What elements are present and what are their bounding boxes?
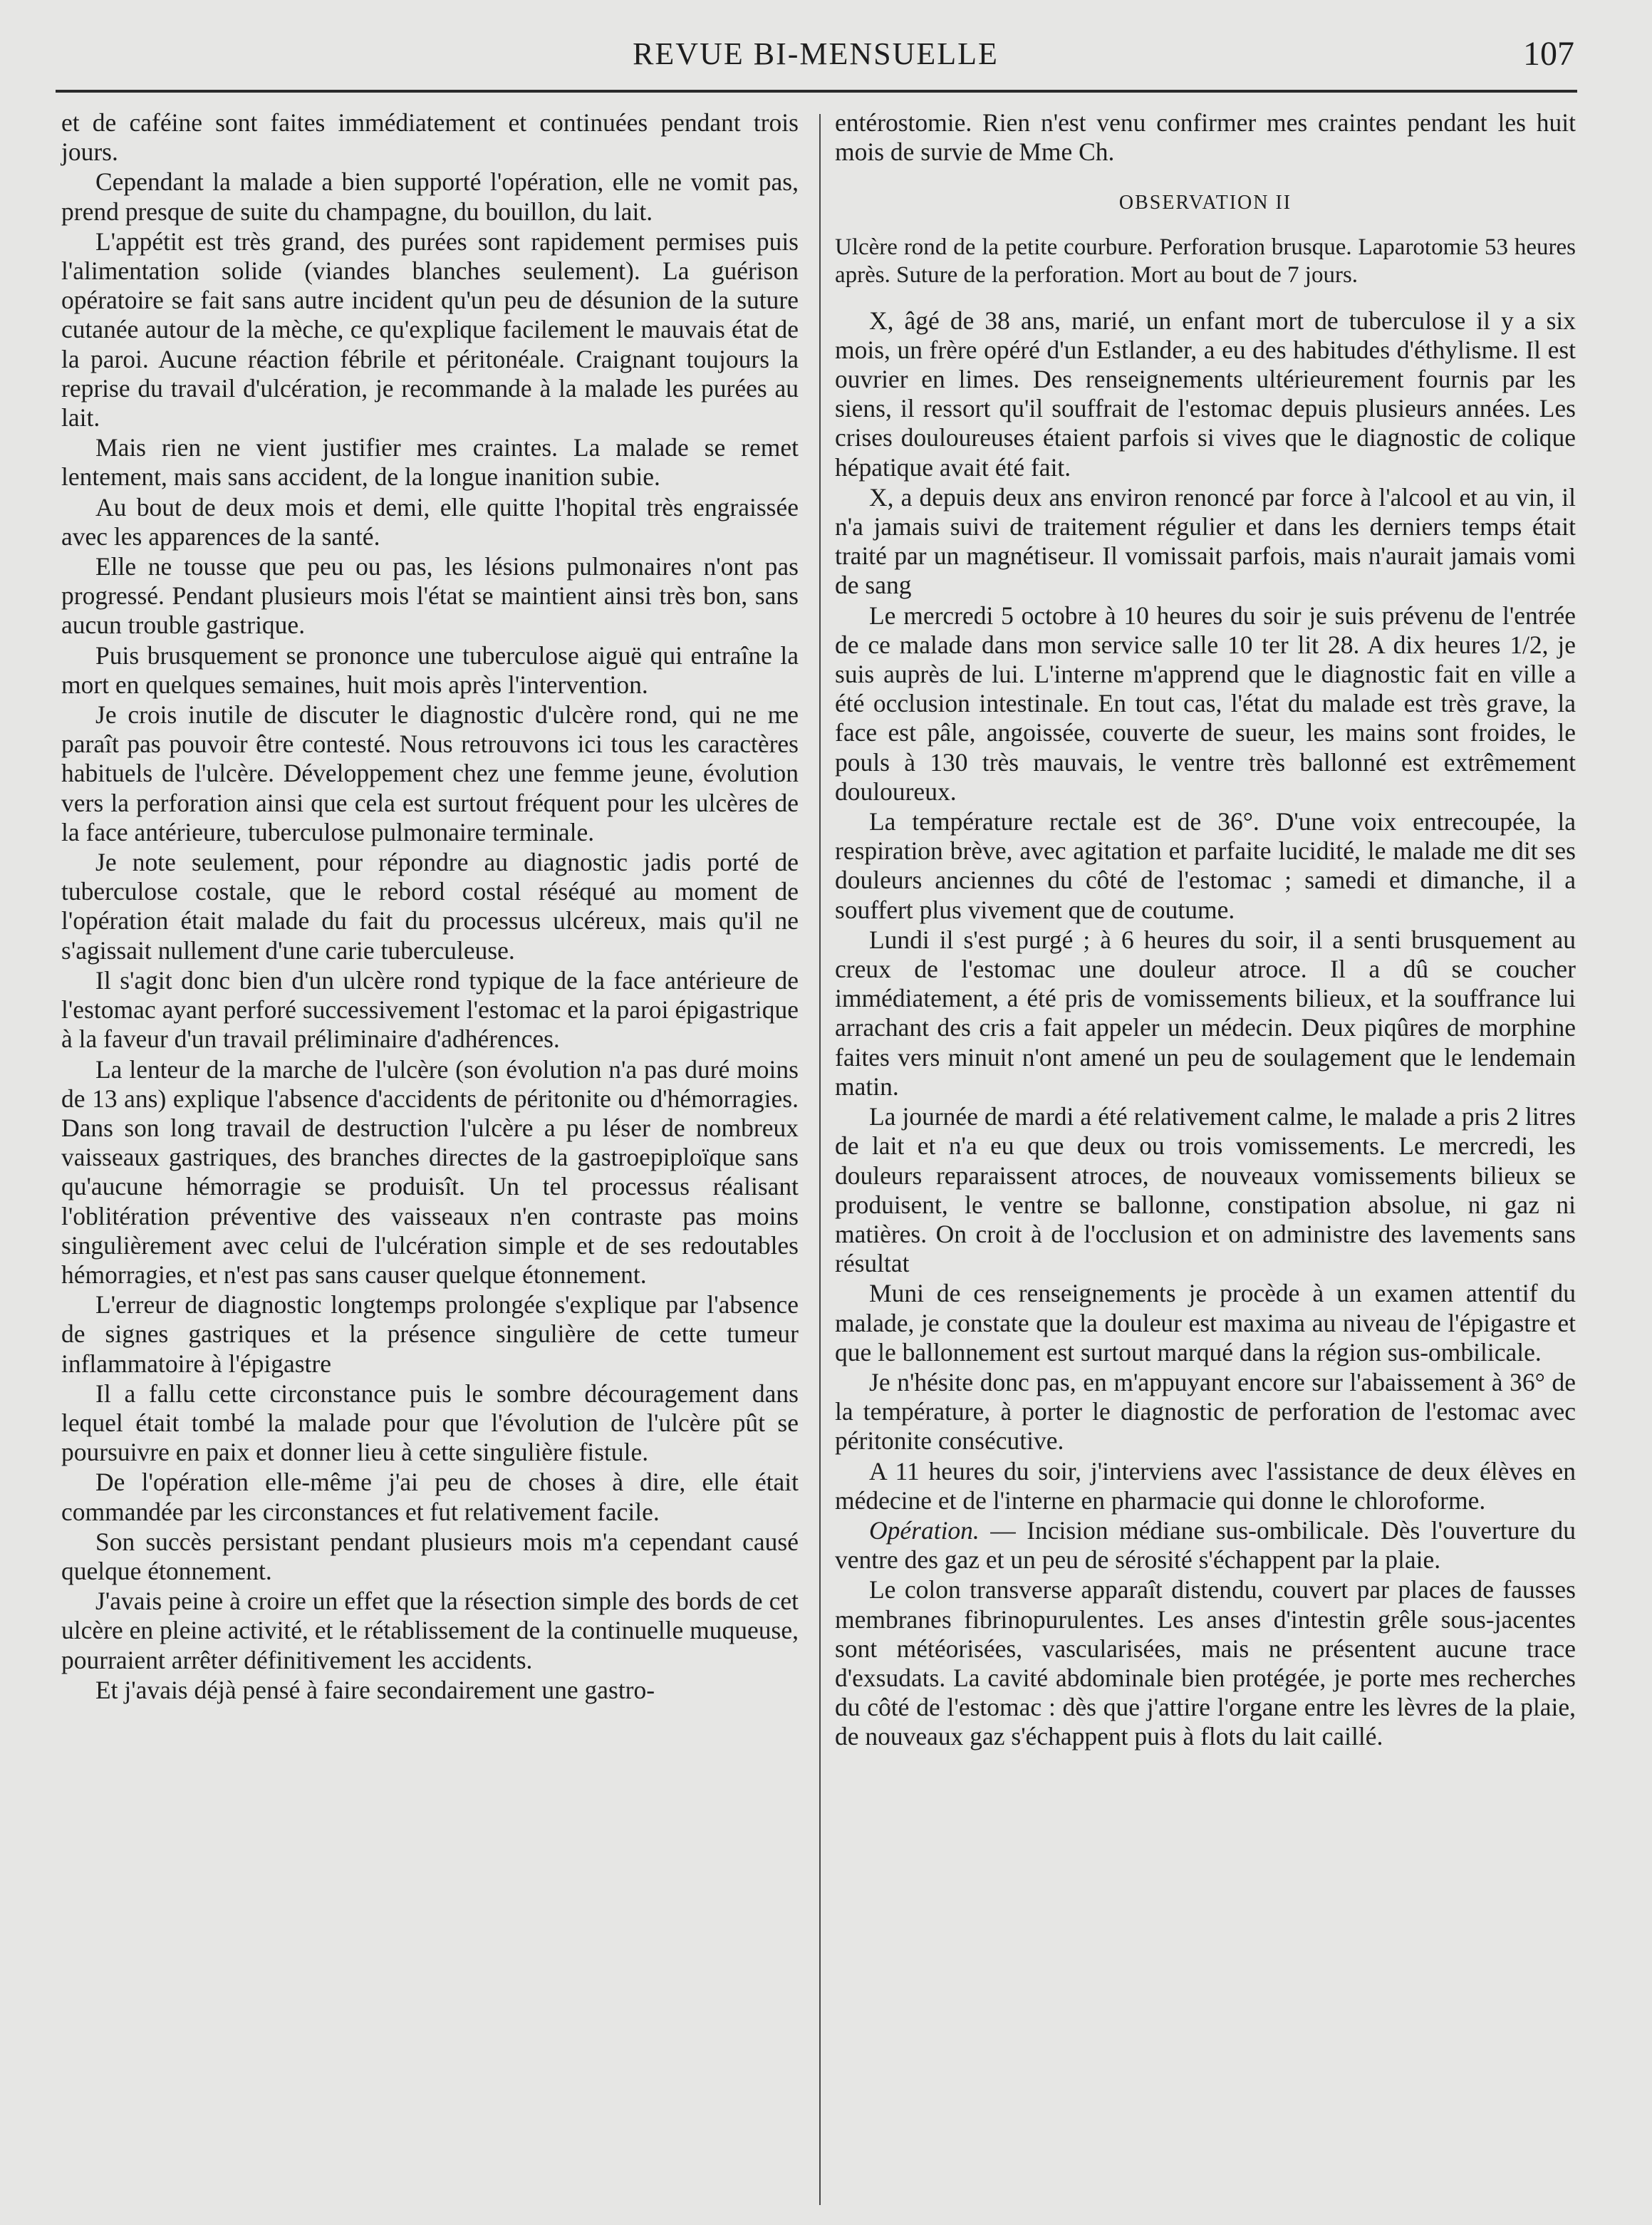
paragraph: Et j'avais déjà pensé à faire secondairement une gastro- — [95, 1675, 655, 1704]
column-divider — [819, 114, 821, 2205]
operation-label: Opération. — [869, 1515, 980, 1545]
paragraph: De l'opération elle-même j'ai peu de choses à dire, elle était commandée par les circonstances et fut relativement facile. — [61, 1468, 799, 1526]
paragraph: Muni de ces renseignements je procède à un examen attentif du malade, je constate que la douleur est maxima au niveau de l'épigastre et que le ballonnement est surtout marqué dans la région sus-ombilicale. — [835, 1279, 1576, 1366]
paragraph: L'erreur de diagnostic longtemps prolongée s'explique par l'absence de signes gastriques et la présence singulière de cette tumeur inflammatoire à l'épigastre — [61, 1290, 799, 1378]
paragraph: Il a fallu cette circonstance puis le sombre découragement dans lequel était tombé la malade pour que l'évolution de l'ulcère pût se poursuivre en paix et donner lieu à cette singulière fistule. — [61, 1379, 799, 1467]
paragraph: Je note seulement, pour répondre au diagnostic jadis porté de tuberculose costale, que le rebord costal réséqué au moment de l'opération était malade du fait du processus ulcéreux, mais qu'il ne s'agissait nullement d'une carie tuberculeuse. — [61, 848, 799, 965]
header-rule — [56, 90, 1577, 93]
paragraph: Le colon transverse apparaît distendu, couvert par places de fausses membranes fibrinopurulentes. Les anses d'intestin grêle sous-jacentes sont météorisées, vascularisées, mais ne présentent aucune trace d'exsudats. La cavité abdominale bien protégée, je porte mes recherches du côté de l'estomac : dès que j'attire l'organe entre les lèvres de la plaie, de nouveaux gaz s'échappent puis à flots du lait caillé. — [835, 1575, 1576, 1751]
paragraph: entérostomie. Rien n'est venu confirmer mes craintes pendant les huit mois de survie de Mme Ch. — [835, 108, 1576, 167]
observation-title: OBSERVATION II — [1118, 192, 1292, 214]
operation-text: — Incision médiane sus-ombilicale. Dès l'ouverture du ventre des gaz et un peu de sérosité s'échappent par la plaie. — [835, 1515, 1576, 1575]
paragraph: Son succès persistant pendant plusieurs mois m'a cependant causé quelque étonnement. — [61, 1527, 799, 1585]
paragraph: Mais rien ne vient justifier mes craintes. La malade se remet lentement, mais sans accident, de la longue inanition subie. — [61, 433, 799, 492]
paragraph: A 11 heures du soir, j'interviens avec l'assistance de deux élèves en médecine et de l'interne en pharmacie qui donne le chloroforme. — [835, 1456, 1576, 1515]
paragraph: Je crois inutile de discuter le diagnostic d'ulcère rond, qui ne me paraît pas pouvoir être contesté. Nous retrouvons ici tous les caractères habituels de l'ulcère. Développement chez une femme jeune, évolution vers la perforation ainsi que cela est surtout fréquent pour les ulcères de la face antérieure, tuberculose pulmonaire terminale. — [61, 700, 799, 846]
paragraph: Puis brusquement se prononce une tuberculose aiguë qui entraîne la mort en quelques semaines, huit mois après l'intervention. — [61, 640, 799, 699]
paragraph: J'avais peine à croire un effet que la résection simple des bords de cet ulcère en pleine activité, et le rétablissement de la continuelle muqueuse, pourraient arrêter définitivement les accidents. — [61, 1587, 799, 1674]
operation-paragraph — [835, 1516, 1576, 1575]
paragraph: X, âgé de 38 ans, marié, un enfant mort de tuberculose il y a six mois, un frère opéré d'un Estlander, a eu des habitudes d'éthylisme. Il est ouvrier en limes. Des renseignements ultérieurement fournis par les siens, il ressort qu'il souffrait de l'estomac depuis plusieurs années. Les crises douloureuses étaient parfois si vives que le diagnostic de colique hépatique avait été fait. — [835, 306, 1576, 482]
right-column — [835, 108, 1576, 1753]
paragraph: Au bout de deux mois et demi, elle quitte l'hopital très engraissée avec les apparences de la santé. — [61, 492, 799, 551]
paragraph: La température rectale est de 36°. D'une voix entrecoupée, la respiration brève, avec agitation et parfaite lucidité, le malade me dit ses douleurs anciennes du côté de l'estomac ; samedi et dimanche, il a souffert plus vivement que de coutume. — [835, 807, 1576, 924]
left-column — [61, 108, 799, 1706]
page-header — [57, 30, 1574, 80]
page-number: 107 — [1523, 35, 1574, 73]
paragraph: La journée de mardi a été relativement calme, le malade a pris 2 litres de lait et n'a eu que deux ou trois vomissements. Le mercredi, les douleurs reparaissent atroces, de nouveaux vomissements bilieux se produisent, le ventre se ballonne, constipation absolue, ni gaz ni matières. On croit à de l'occlusion et on administre des lavements sans résultat — [835, 1102, 1576, 1278]
paragraph: Cependant la malade a bien supporté l'opération, elle ne vomit pas, prend presque de suite du champagne, du bouillon, du lait. — [61, 167, 799, 226]
paragraph: L'appétit est très grand, des purées sont rapidement permises puis l'alimentation solide (viandes blanches seulement). La guérison opératoire se fait sans autre incident qu'un peu de désunion de la suture cutanée autour de la mèche, ce qu'explique facilement le mauvais état de la paroi. Aucune réaction fébrile et péritonéale. Craignant toujours la reprise du travail d'ulcération, je recommande à la malade les purées au lait. — [61, 227, 799, 432]
observation-summary: Ulcère rond de la petite courbure. Perforation brusque. Laparotomie 53 heures après. Suture de la perforation. Mort au bout de 7 jours. — [835, 234, 1576, 288]
paragraph: Elle ne tousse que peu ou pas, les lésions pulmonaires n'ont pas progressé. Pendant plusieurs mois l'état se maintient ainsi très bon, sans aucun trouble gastrique. — [61, 552, 799, 640]
running-title: REVUE BI-MENSUELLE — [633, 36, 999, 71]
paragraph: X, a depuis deux ans environ renoncé par force à l'alcool et au vin, il n'a jamais suivi de traitement régulier et dans les derniers temps était traité par un magnétiseur. Il vomissait parfois, mais n'aurait jamais vomi de sang — [835, 482, 1576, 600]
paragraph: et de caféine sont faites immédiatement et continuées pendant trois jours. — [61, 108, 799, 167]
paragraph: Lundi il s'est purgé ; à 6 heures du soir, il a senti brusquement au creux de l'estomac une douleur atroce. Il a dû se coucher immédiatement, a été pris de vomissements bilieux, et la souffrance lui arrachant des cris a fait appeler un médecin. Deux piqûres de morphine faites vers minuit n'ont amené un peu de soulagement que le lendemain matin. — [835, 925, 1576, 1101]
paragraph: Le mercredi 5 octobre à 10 heures du soir je suis prévenu de l'entrée de ce malade dans mon service salle 10 ter lit 28. A dix heures 1/2, je suis auprès de lui. L'interne m'apprend que le diagnostic fait en ville a été occlusion intestinale. En tout cas, l'état du malade est très grave, la face est pâle, angoissée, couverte de sueur, les mains sont froides, le pouls à 130 très mauvais, le ventre très ballonné est extrêmement douloureux. — [835, 601, 1576, 806]
paragraph: Il s'agit donc bien d'un ulcère rond typique de la face antérieure de l'estomac ayant perforé successivement l'estomac et la paroi épigastrique à la faveur d'un travail préliminaire d'adhérences. — [61, 965, 799, 1054]
paragraph: La lenteur de la marche de l'ulcère (son évolution n'a pas duré moins de 13 ans) explique l'absence d'accidents de péritonite ou d'hémorragies. Dans son long travail de destruction l'ulcère a pu léser de nombreux vaisseaux gastriques, des branches directes de la gastroepiploïque sans qu'aucune hémorragie se produisît. Un tel processus réalisant l'oblitération préventive des vaisseaux n'en contraste pas moins singulièrement avec celui de l'ulcération simple et de ses redoutables hémorragies, et n'est pas sans causer quelque étonnement. — [61, 1054, 799, 1289]
paragraph: Je n'hésite donc pas, en m'appuyant encore sur l'abaissement à 36° de la température, à porter le diagnostic de perforation de l'estomac avec péritonite consécutive. — [835, 1367, 1576, 1456]
